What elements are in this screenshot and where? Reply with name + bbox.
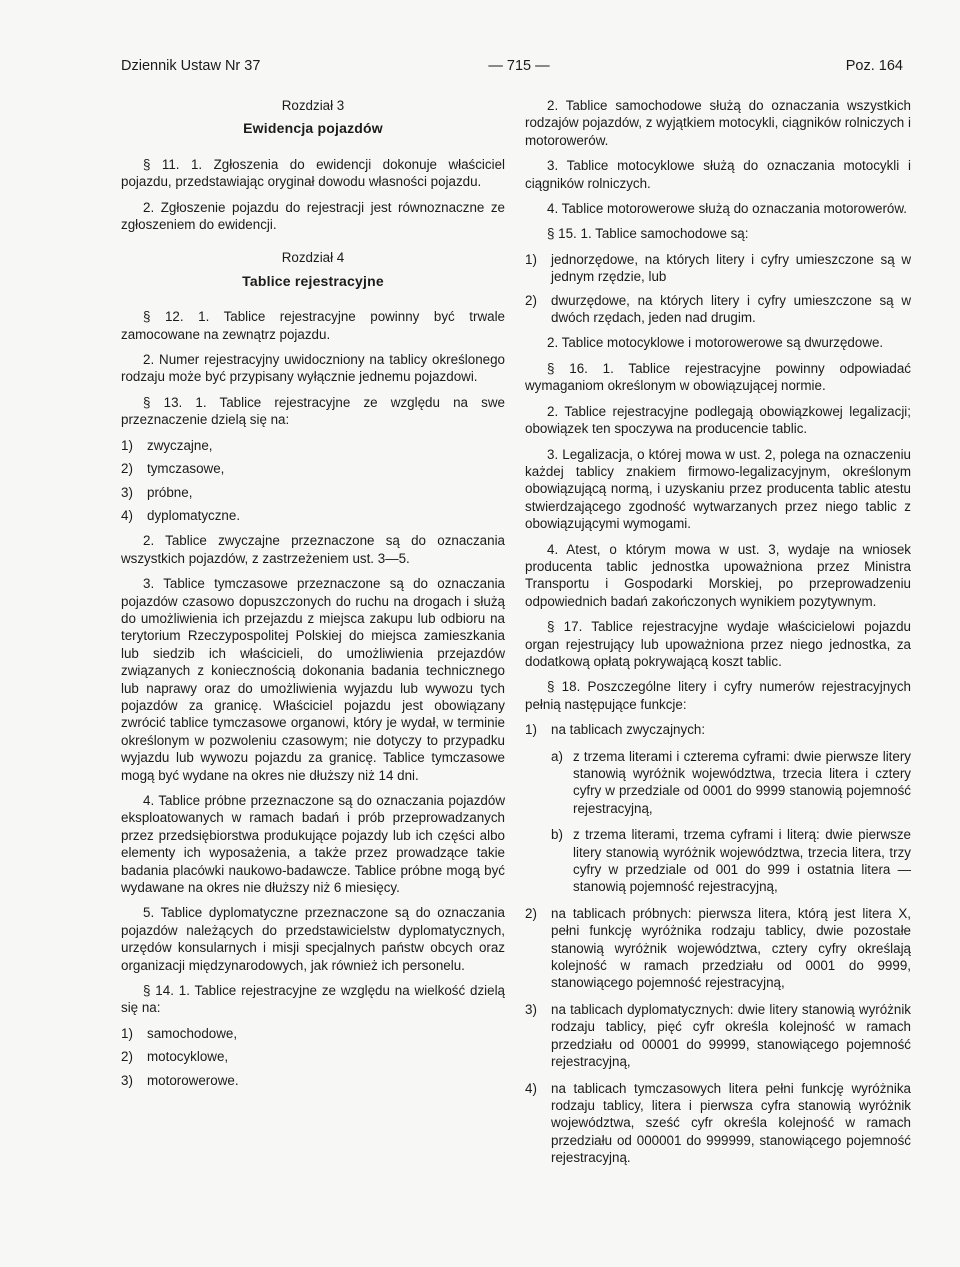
sub-list: [551, 748, 911, 896]
page-header: [121, 58, 903, 82]
paragraph-13-5: 5. Tablice dyplomatyczne przeznaczone są do oznaczania pojazdów należących do przedstawicielstw dyplomatycznych, urzędów konsularnych i misji specjalnych państw obcych oraz organizacji międzynarodowych, jak również ich personelu.: [121, 905, 505, 973]
list-item: 3) motorowerowe.: [121, 1072, 239, 1088]
left-column: [121, 97, 505, 1097]
paragraph-11-2: 2. Zgłoszenie pojazdu do rejestracji jest równoznaczne ze zgłoszeniem do ewidencji.: [121, 199, 505, 233]
position-number: Poz. 164: [845, 58, 903, 74]
paragraph-13-2: 2. Tablice zwyczajne przeznaczone są do oznaczania wszystkich pojazdów, z zastrzeżeniem ust. 3—5.: [121, 533, 505, 566]
paragraph-14-1: § 14. 1. Tablice rejestracyjne ze względu na wielkość dzielą się na:: [121, 983, 505, 1016]
list-item: 4) dyplomatyczne.: [121, 507, 241, 523]
paragraph-16-4: 4. Atest, o którym mowa w ust. 3, wydaje na wniosek producenta tablic jednostka upoważniona przez Ministra Transportu i Gospodarki Morskiej, po przeprowadzeniu odpowiednich badań zakończonych wynikiem pozytywnym.: [525, 541, 911, 609]
chapter-3-name: Ewidencja pojazdów: [243, 120, 383, 137]
paragraph-16-1: § 16. 1. Tablice rejestracyjne powinny odpowiadać wymaganiom określonym w obowiązującej normie.: [525, 360, 911, 394]
list-item: 3) próbne,: [121, 484, 193, 500]
paragraph-14-3: 3. Tablice motocyklowe służą do oznaczania motocykli i ciągników rolniczych.: [525, 158, 911, 191]
chapter-4-title: Rozdział 4: [281, 250, 345, 266]
chapter-3-title: Rozdział 3: [281, 98, 345, 113]
list-item: 4) na tablicach tymczasowych litera pełni funkcję wyróżnika rodzaju tablicy, litera i pierwsza cyfra stanowią wyróżnik województwa, sześć cyfr określa kolejność w ramach przedziału od 000001 do 999999, stanowiącego pojemność rejestracyjną.: [525, 1080, 911, 1166]
list-14: [121, 1025, 505, 1089]
paragraph-15-2: 2. Tablice motocyklowe i motorowerowe są dwurzędowe.: [547, 335, 884, 351]
sub-list-item: a) z trzema literami i czterema cyframi: dwie pierwsze litery stanowią wyróżnik województwa, trzecia litera i cztery cyfry w przedziale od 0001 do 9999 stanowią pojemność rejestracyjną,: [551, 748, 911, 816]
page-number: — 715 —: [488, 58, 550, 74]
paragraph-15-1: § 15. 1. Tablice samochodowe są:: [547, 226, 749, 242]
sub-list-item: b) z trzema literami, trzema cyframi i literą: dwie pierwsze litery stanowią wyróżnik województwa, trzecia litera, trzy cyfry w przedziale od 001 do 999 i ostatnia litera — stanowią pojemność rejestracyjną,: [551, 827, 911, 895]
paragraph-12-2: 2. Numer rejestracyjny uwidoczniony na tablicy określonego rodzaju może być przypisany wyłącznie jednemu pojazdowi.: [121, 352, 505, 385]
list-18: [525, 721, 911, 1166]
right-column: [525, 97, 911, 1176]
chapter-4-name: Tablice rejestracyjne: [242, 272, 384, 289]
paragraph-16-2: 2. Tablice rejestracyjne podlegają obowiązkowej legalizacji; obowiązek ten spoczywa na producencie tablic.: [525, 403, 911, 437]
paragraph-13-3: 3. Tablice tymczasowe przeznaczone są do oznaczania pojazdów czasowo dopuszczonych do ruchu na drogach i służą do umożliwienia ich przejazdu z miejsca zakupu lub odbioru na terytorium Rzeczypospolitej Polskiej do miejsca zamieszkania lub siedzib ich właścicieli, do umożliwienia przejazdów związanych z koniecznością dokonania badania technicznego lub naprawy oraz do umożliwienia wyjazdu lub wywozu tych pojazdów za granicę. Właściciel pojazdu jest obowiązany zwrócić tablice tymczasowe organowi, który je wydał, w terminie określonym w pozwoleniu czasowym; nie dotyczy to przypadku wyjazdu lub wywozu pojazdu za granicę. Tablice tymczasowe mogą być wydane na okres nie dłuższy niż 14 dni.: [121, 576, 505, 783]
paragraph-18: § 18. Poszczególne litery i cyfry numerów rejestracyjnych pełnią następujące funkcje:: [525, 679, 911, 712]
paragraph-13-4: 4. Tablice próbne przeznaczone są do oznaczania pojazdów eksploatowanych w ramach badań i prób przeprowadzanych przez przedsiębiorstwa produkujące pojazdy lub ich części albo elementy ich wyposażenia, a także przez prowadzące takie badania placówki naukowo-badawcze. Tablice próbne mogą być wydawane na okres nie dłuższy niż 6 miesięcy.: [121, 793, 505, 896]
paragraph-13-1: § 13. 1. Tablice rejestracyjne ze względu na swe przeznaczenie dzielą się na:: [121, 394, 505, 428]
list-item: 1) jednorzędowe, na których litery i cyfry umieszczone są w jednym rzędzie, lub: [525, 251, 911, 285]
list-item: 1) na tablicach zwyczajnych:: [525, 722, 706, 738]
paragraph-14-2: 2. Tablice samochodowe służą do oznaczania wszystkich rodzajów pojazdów, z wyjątkiem motocykli, ciągników rolniczych i motorowerów.: [525, 98, 911, 148]
paragraph-14-4: 4. Tablice motorowerowe służą do oznaczania motorowerów.: [547, 201, 907, 217]
list-item: 2) tymczasowe,: [121, 461, 225, 477]
list-item: 3) na tablicach dyplomatycznych: dwie litery stanowią wyróżnik rodzaju tablicy, pięć cyfr określa kolejność w ramach przedziału od 00001 do 99999, stanowiącego pojemność rejestracyjną,: [525, 1001, 911, 1070]
paragraph-12-1: § 12. 1. Tablice rejestracyjne powinny być trwale zamocowane na zewnątrz pojazdu.: [121, 309, 505, 342]
paragraph-16-3: 3. Legalizacja, o której mowa w ust. 2, polega na oznaczeniu każdej tablicy znakiem firmowo-legalizacyjnym, określonym obowiązującą normą, i uzyskaniu przez producenta tablic atestu stwierdzającego zgodność wytwarzanych przez niego tablic z obowiązującymi wymogami.: [525, 446, 911, 532]
list-item: 1) zwyczajne,: [121, 437, 213, 453]
list-13: [121, 437, 505, 525]
list-15: [525, 251, 911, 327]
journal-title: Dziennik Ustaw Nr 37: [121, 58, 261, 74]
list-item: 2) dwurzędowe, na których litery i cyfry umieszczone są w dwóch rzędach, jeden nad drugim.: [525, 292, 911, 326]
paragraph-17: § 17. Tablice rejestracyjne wydaje właścicielowi pojazdu organ rejestrujący lub upoważniona przez niego jednostka, za dodatkową opłatą pokrywającą koszt tablic.: [525, 619, 911, 669]
list-item: 2) na tablicach próbnych: pierwsza litera, którą jest litera X, pełni funkcję wyróżnika rodzaju tablicy, dwie pozostałe stanowią wyróżnik województwa, cztery cyfry określają kolejność w ramach przedziału od 0001 do 9999, stanowiącego pojemność rejestracyjną,: [525, 905, 911, 991]
list-item: 2) motocyklowe,: [121, 1049, 229, 1065]
list-item: 1) samochodowe,: [121, 1025, 238, 1041]
paragraph-11-1: § 11. 1. Zgłoszenia do ewidencji dokonuje właściciel pojazdu, przedstawiając oryginał dowodu własności pojazdu.: [121, 156, 505, 190]
